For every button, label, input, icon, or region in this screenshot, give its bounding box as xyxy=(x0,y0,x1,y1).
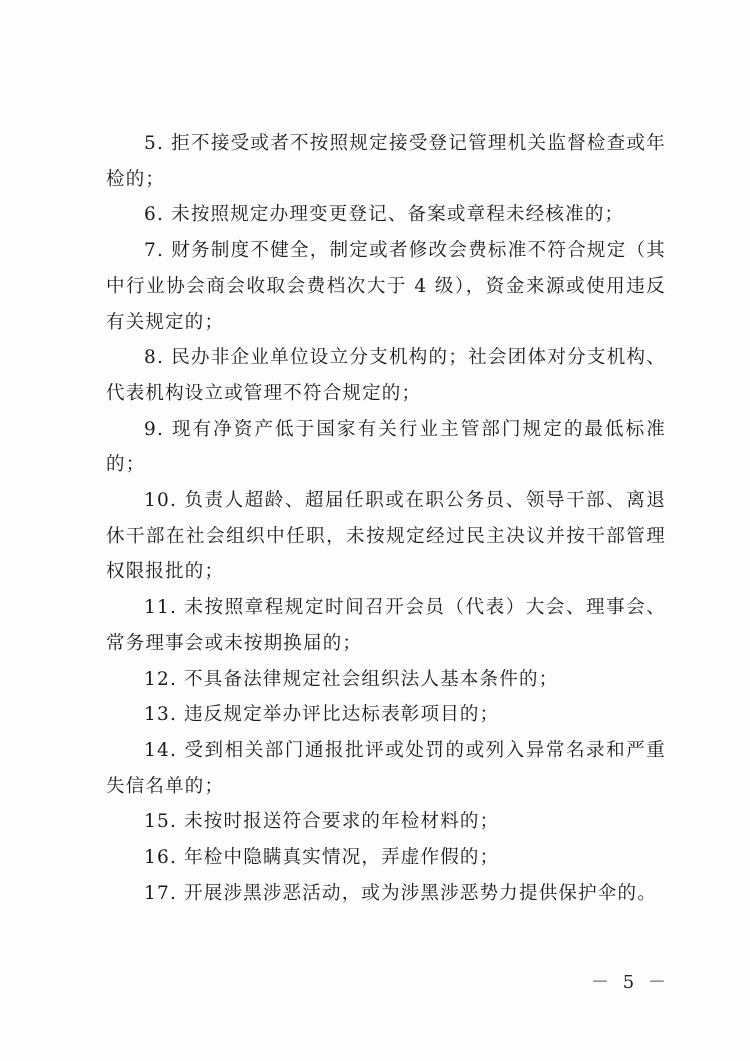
list-item: 16. 年检中隐瞒真实情况，弄虚作假的； xyxy=(144,847,500,869)
list-item: 17. 开展涉黑涉恶活动，或为涉黑涉恶势力提供保护伞的。 xyxy=(144,882,657,904)
list-item: 12. 不具备法律规定社会组织法人基本条件的； xyxy=(144,668,559,690)
list-item: 5. 拒不接受或者不按照规定接受登记管理机关监督检查或年检的； xyxy=(106,133,666,190)
list-item: 15. 未按时报送符合要求的年检材料的； xyxy=(144,811,500,833)
list-item: 11. 未按照章程规定时间召开会员（代表）大会、理事会、常务理事会或未按期换届的； xyxy=(106,597,666,654)
list-item: 6. 未按照规定办理变更登记、备案或章程未经核准的； xyxy=(144,204,625,226)
page-number: － 5 － xyxy=(591,972,670,993)
list-item: 7. 财务制度不健全，制定或者修改会费标准不符合规定（其中行业协会商会收取会费档次大于 4 级），资金来源或使用违反有关规定的； xyxy=(106,240,666,333)
document-body xyxy=(106,126,666,911)
list-item: 14. 受到相关部门通报批评或处罚的或列入异常名录和严重失信名单的； xyxy=(106,739,666,797)
list-item: 10. 负责人超龄、超届任职或在职公务员、领导干部、离退休干部在社会组织中任职，未按规定经过民主决议并按干部管理权限报批的； xyxy=(106,490,666,583)
list-item: 8. 民办非企业单位设立分支机构的；社会团体对分支机构、代表机构设立或管理不符合规定的； xyxy=(106,347,666,404)
list-item: 13. 违反规定举办评比达标表彰项目的； xyxy=(144,704,500,726)
list-item: 9. 现有净资产低于国家有关行业主管部门规定的最低标准的； xyxy=(106,418,666,476)
